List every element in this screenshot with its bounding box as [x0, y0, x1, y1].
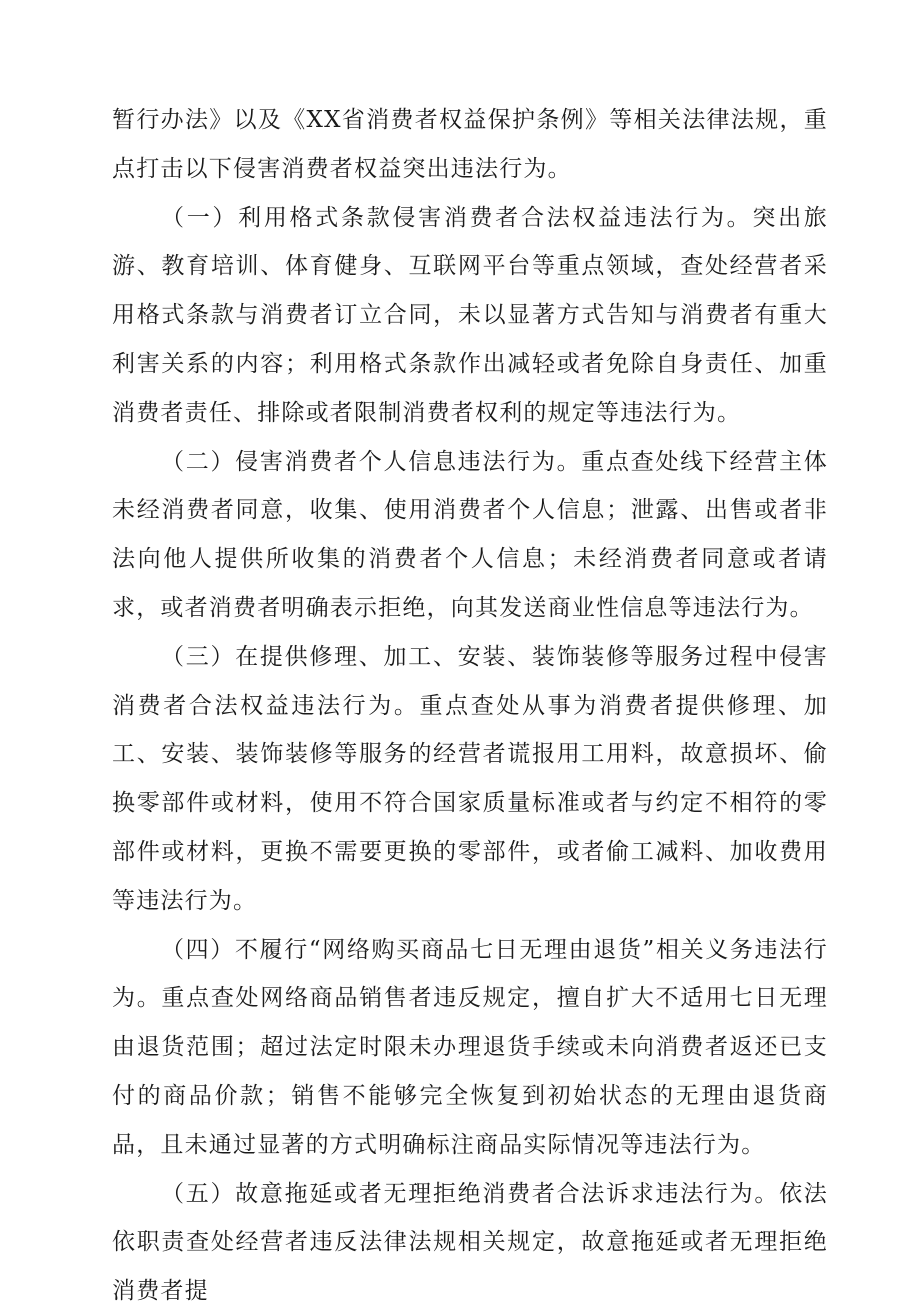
document-body — [112, 96, 828, 1316]
paragraph-item-3: （三）在提供修理、加工、安装、装饰装修等服务过程中侵害消费者合法权益违法行为。重点查处从事为消费者提供修理、加工、安装、装饰装修等服务的经营者谎报用工用料，故意损坏、偷换零部件或材料，使用不符合国家质量标准或者与约定不相符的零部件或材料，更换不需要更换的零部件，或者偷工减料、加收费用等违法行为。 — [112, 643, 828, 914]
paragraph-item-1: （一）利用格式条款侵害消费者合法权益违法行为。突出旅游、教育培训、体育健身、互联网平台等重点领域，查处经营者采用格式条款与消费者订立合同，未以显著方式告知与消费者有重大利害关系的内容；利用格式条款作出减轻或者免除自身责任、加重消费者责任、排除或者限制消费者权利的规定等违法行为。 — [112, 204, 828, 426]
paragraph-item-4: （四）不履行“网络购买商品七日无理由退货”相关义务违法行为。重点查处网络商品销售者违反规定，擅自扩大不适用七日无理由退货范围；超过法定时限未办理退货手续或未向消费者返还已支付的商品价款；销售不能够完全恢复到初始状态的无理由退货商品，且未通过显著的方式明确标注商品实际情况等违法行为。 — [112, 936, 828, 1158]
paragraph-continuation: 暂行办法》以及《XX省消费者权益保护条例》等相关法律法规，重点打击以下侵害消费者权益突出违法行为。 — [112, 107, 828, 182]
paragraph-item-5: （五）故意拖延或者无理拒绝消费者合法诉求违法行为。依法依职责查处经营者违反法律法规相关规定，故意拖延或者无理拒绝消费者提 — [112, 1180, 828, 1305]
paragraph-item-2: （二）侵害消费者个人信息违法行为。重点查处线下经营主体未经消费者同意，收集、使用消费者个人信息；泄露、出售或者非法向他人提供所收集的消费者个人信息；未经消费者同意或者请求，或者消费者明确表示拒绝，向其发送商业性信息等违法行为。 — [112, 448, 828, 621]
